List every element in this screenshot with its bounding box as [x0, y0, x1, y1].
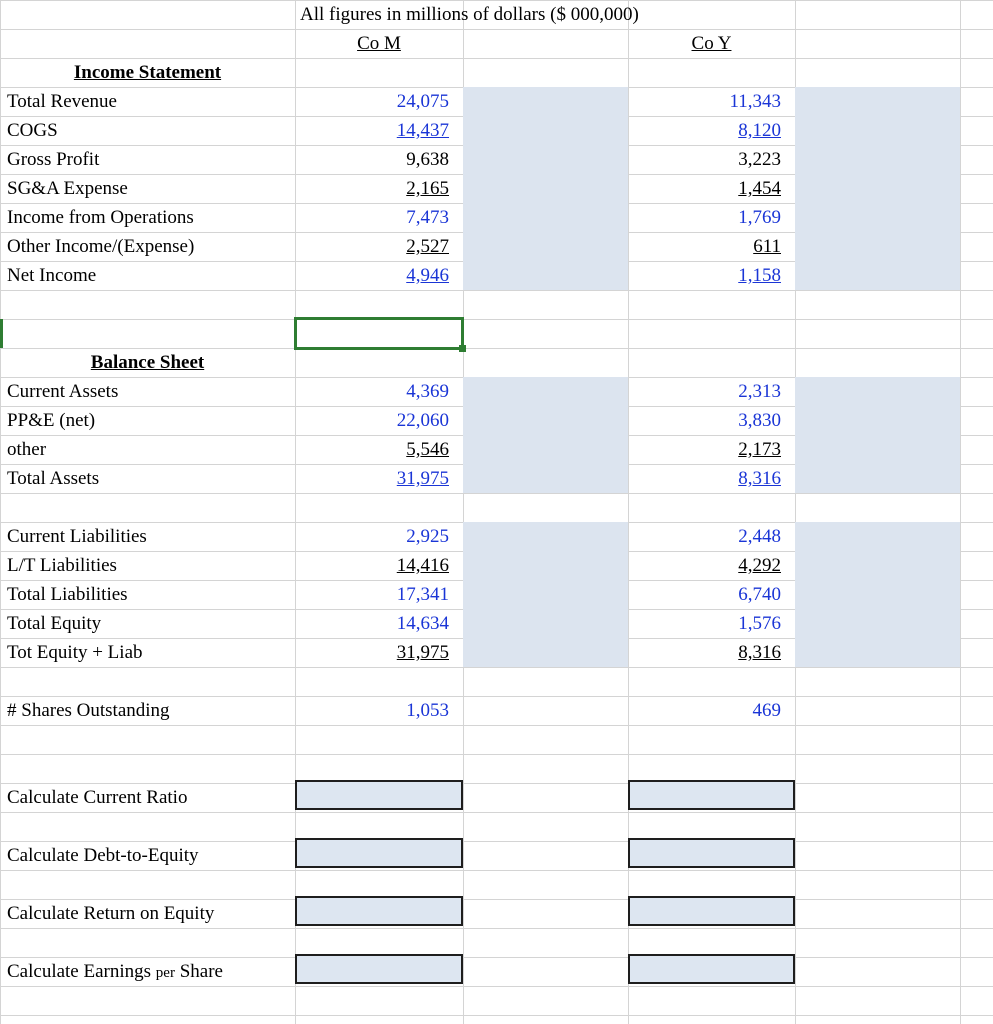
row-label-gross-profit[interactable]: Gross Profit	[7, 149, 100, 170]
com-net-income[interactable]: 4,946	[406, 265, 449, 286]
com-return-on-equity-input[interactable]	[295, 896, 463, 926]
coy-cogs[interactable]: 8,120	[738, 120, 781, 141]
grid-row-line	[0, 290, 993, 291]
com-current-ratio-input[interactable]	[295, 780, 463, 810]
calc-label-eps-part-b: Share	[174, 961, 223, 982]
coy-liab-shade	[795, 522, 960, 667]
grid-row-line	[0, 29, 993, 30]
coy-ppe-net[interactable]: 3,830	[738, 410, 781, 431]
coy-total-revenue[interactable]: 11,343	[729, 91, 781, 112]
row-label-sga-expense[interactable]: SG&A Expense	[7, 178, 128, 199]
com-earnings-per-share-input[interactable]	[295, 954, 463, 984]
com-tot-equity-liab[interactable]: 31,975	[396, 642, 449, 663]
coy-current-ratio-input[interactable]	[628, 780, 795, 810]
com-shares-outstanding[interactable]: 1,053	[406, 700, 449, 721]
calc-label-debt-to-equity[interactable]: Calculate Debt-to-Equity	[7, 845, 199, 866]
column-header-co-y[interactable]: Co Y	[691, 33, 732, 54]
com-income-from-operations[interactable]: 7,473	[406, 207, 449, 228]
coy-other[interactable]: 2,173	[738, 439, 781, 460]
column-header-co-m[interactable]: Co M	[357, 33, 401, 54]
coy-gross-profit[interactable]: 3,223	[738, 149, 781, 170]
com-total-liabilities[interactable]: 17,341	[396, 584, 449, 605]
com-other[interactable]: 5,546	[406, 439, 449, 460]
coy-earnings-per-share-input[interactable]	[628, 954, 795, 984]
coy-shares-outstanding[interactable]: 469	[752, 700, 781, 721]
row-label-other[interactable]: other	[7, 439, 47, 460]
row-label-cogs[interactable]: COGS	[7, 120, 58, 141]
calc-label-eps-per: per	[155, 965, 175, 981]
row-label-income-from-operations[interactable]: Income from Operations	[7, 207, 194, 228]
com-income-shade	[463, 87, 628, 290]
coy-income-from-operations[interactable]: 1,769	[738, 207, 781, 228]
com-current-liabilities[interactable]: 2,925	[406, 526, 449, 547]
coy-lt-liabilities[interactable]: 4,292	[738, 555, 781, 576]
coy-current-liabilities[interactable]: 2,448	[738, 526, 781, 547]
coy-return-on-equity-input[interactable]	[628, 896, 795, 926]
row-label-shares-outstanding[interactable]: # Shares Outstanding	[7, 700, 170, 721]
com-other-income[interactable]: 2,527	[406, 236, 449, 257]
calc-label-eps-part-a: Calculate Earnings	[7, 961, 156, 982]
coy-other-income[interactable]: 611	[753, 236, 781, 257]
row-label-net-income[interactable]: Net Income	[7, 265, 97, 286]
row-label-total-revenue[interactable]: Total Revenue	[7, 91, 117, 112]
fill-handle[interactable]	[459, 345, 466, 352]
grid-row-line	[0, 928, 993, 929]
coy-total-equity[interactable]: 1,576	[738, 613, 781, 634]
selected-row-marker	[0, 319, 3, 348]
row-label-current-liabilities[interactable]: Current Liabilities	[7, 526, 147, 547]
com-ppe-net[interactable]: 22,060	[396, 410, 449, 431]
com-total-assets[interactable]: 31,975	[396, 468, 449, 489]
grid-row-line	[0, 870, 993, 871]
com-gross-profit[interactable]: 9,638	[406, 149, 449, 170]
com-debt-to-equity-input[interactable]	[295, 838, 463, 868]
com-cogs[interactable]: 14,437	[396, 120, 449, 141]
coy-current-assets[interactable]: 2,313	[738, 381, 781, 402]
coy-total-assets[interactable]: 8,316	[738, 468, 781, 489]
row-label-ppe-net[interactable]: PP&E (net)	[7, 410, 96, 431]
income-statement-title[interactable]: Income Statement	[73, 62, 222, 83]
com-assets-shade	[463, 377, 628, 493]
row-label-total-equity[interactable]: Total Equity	[7, 613, 102, 634]
calc-label-current-ratio[interactable]: Calculate Current Ratio	[7, 787, 188, 808]
grid-row-line	[0, 754, 993, 755]
coy-income-shade	[795, 87, 960, 290]
coy-net-income[interactable]: 1,158	[738, 265, 781, 286]
calc-label-return-on-equity[interactable]: Calculate Return on Equity	[7, 903, 215, 924]
coy-assets-shade	[795, 377, 960, 493]
selected-cell[interactable]	[294, 317, 464, 350]
com-current-assets[interactable]: 4,369	[406, 381, 449, 402]
row-label-current-assets[interactable]: Current Assets	[7, 381, 119, 402]
coy-debt-to-equity-input[interactable]	[628, 838, 795, 868]
coy-sga-expense[interactable]: 1,454	[738, 178, 781, 199]
row-label-lt-liabilities[interactable]: L/T Liabilities	[7, 555, 117, 576]
grid-row-line	[0, 493, 993, 494]
com-liab-shade	[463, 522, 628, 667]
row-label-tot-equity-liab[interactable]: Tot Equity + Liab	[7, 642, 143, 663]
grid-row-line	[0, 725, 993, 726]
com-total-equity[interactable]: 14,634	[396, 613, 449, 634]
grid-row-line	[0, 812, 993, 813]
com-lt-liabilities[interactable]: 14,416	[396, 555, 449, 576]
row-label-other-income[interactable]: Other Income/(Expense)	[7, 236, 195, 257]
row-label-total-assets[interactable]: Total Assets	[7, 468, 100, 489]
com-sga-expense[interactable]: 2,165	[406, 178, 449, 199]
coy-total-liabilities[interactable]: 6,740	[738, 584, 781, 605]
units-note[interactable]: All figures in millions of dollars ($ 000,000)	[300, 4, 639, 25]
balance-sheet-title[interactable]: Balance Sheet	[90, 352, 205, 373]
grid-row-line	[0, 1015, 993, 1016]
row-label-total-liabilities[interactable]: Total Liabilities	[7, 584, 128, 605]
com-total-revenue[interactable]: 24,075	[396, 91, 449, 112]
grid-row-line	[0, 667, 993, 668]
coy-tot-equity-liab[interactable]: 8,316	[738, 642, 781, 663]
grid-row-line	[0, 986, 993, 987]
calc-label-earnings-per-share[interactable]	[7, 957, 223, 986]
grid-row-line	[0, 319, 993, 320]
